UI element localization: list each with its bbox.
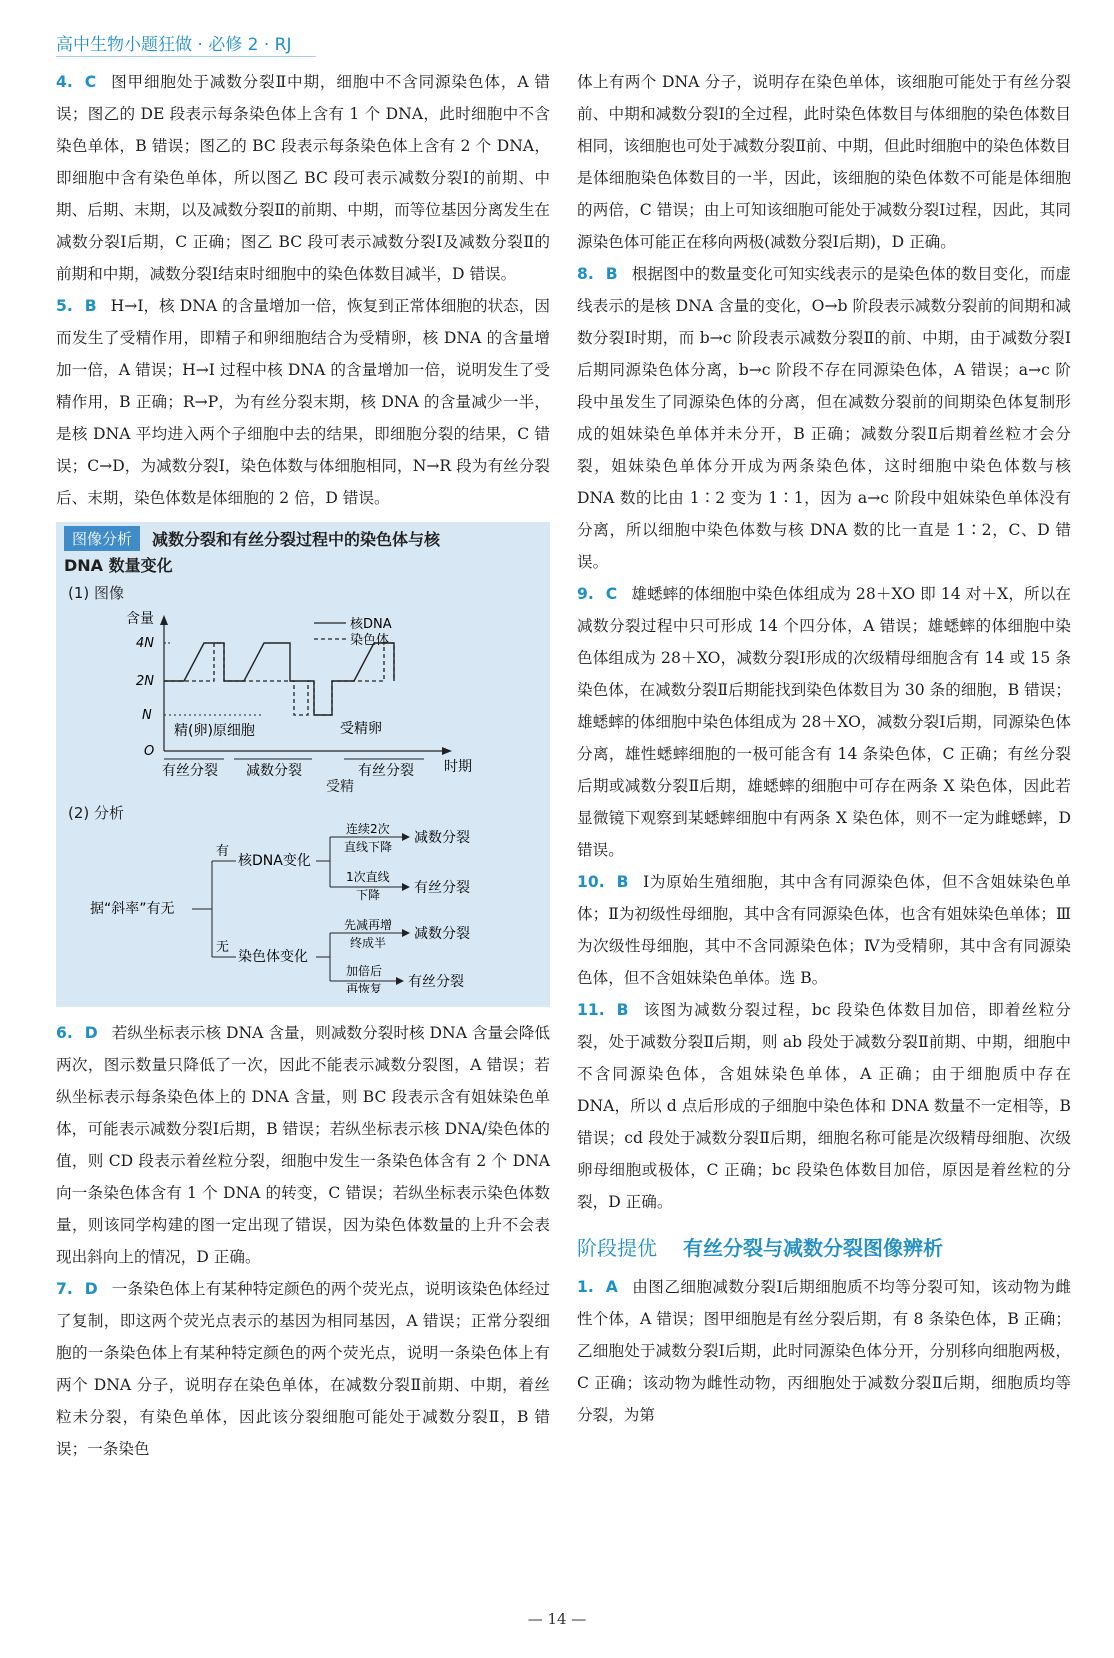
answer-letter: D <box>84 1280 98 1298</box>
x-axis-label: 时期 <box>444 759 472 775</box>
explanation: Ⅰ为原始生殖细胞，其中含有同源染色体，但不含姐妹染色单体；Ⅱ为初级性母细胞，其中含有同源染色体，也含有姐妹染色单体；Ⅲ为次级性母细胞，其中不含同源染色体；Ⅳ为受精卵，其中含有同源染色体，但不含姐妹染色单体。选 B。 <box>577 873 1071 987</box>
explanation: 体上有两个 DNA 分子，说明存在染色单体，该细胞可能处于有丝分裂前、中期和减数分裂Ⅰ的全过程，此时染色体数目与体细胞的染色体数目相同，该细胞也可处于减数分裂Ⅱ前、中期，但此时细胞中的染色体数目是体细胞染色体数目的一半，因此，该细胞的染色体数不可能是体细胞的两倍，C 错误；由上可知该细胞可能处于减数分裂Ⅰ过程，因此，其同源染色体可能正在移向两极(减数分裂Ⅰ后期)，D 正确。 <box>577 73 1072 251</box>
answer-letter: A <box>605 1278 618 1296</box>
tree-cond: 1次直线 <box>346 870 390 884</box>
x-label: 减数分裂 <box>246 763 302 778</box>
left-column <box>56 66 550 1465</box>
answer-9 <box>577 578 1071 866</box>
tree-arrow <box>402 883 410 891</box>
explanation: 雄蟋蟀的体细胞中染色体组成为 28＋XO 即 14 对＋X，所以在减数分裂过程中只可形成 14 个四分体，A 错误；雄蟋蟀的体细胞中染色体组成为 28＋XO，减数分裂Ⅰ形成的次级精母细胞含有 14 或 15 条染色体，在减数分裂Ⅱ后期能找到染色体数目为 30 条的细胞，B 错误；雄蟋蟀的体细胞中染色体组成为 28＋XO，减数分裂Ⅰ后期，同源染色体分离，雄性蟋蟀细胞的一极可能含有 14 条染色体，C 正确；有丝分裂后期或减数分裂Ⅱ后期，雄蟋蟀的细胞中可存在两条 X 染色体，因此若显微镜下观察到某蟋蟀细胞中有两条 X 染色体，则不一定为雌蟋蟀，D 错误。 <box>577 585 1071 859</box>
y-tick: 2N <box>136 674 154 689</box>
right-column <box>577 66 1071 1431</box>
tree-yes: 有 <box>216 844 230 859</box>
question-number: 1. <box>577 1278 594 1296</box>
analysis-tree <box>64 823 534 993</box>
dna-curve <box>164 643 394 715</box>
y-axis-arrow <box>160 615 168 625</box>
tree-cond: 直线下降 <box>344 840 393 854</box>
legend-dna: 核DNA <box>350 617 392 632</box>
tree-cond: 连续2次 <box>346 823 390 836</box>
answer-letter: B <box>605 265 618 283</box>
answer-10 <box>577 866 1071 994</box>
answer-letter: B <box>616 873 629 891</box>
answer-8 <box>577 258 1071 578</box>
tree-result: 减数分裂 <box>414 926 470 942</box>
tree-branch-dna: 核DNA变化 <box>238 853 311 869</box>
running-header: 高中生物小题狂做 · 必修 2 · RJ <box>56 35 292 55</box>
tree-result: 有丝分裂 <box>408 974 464 990</box>
subheading-graph: (1) 图像 <box>68 584 125 602</box>
label-fertilization: 受精 <box>326 779 354 795</box>
answer-letter: B <box>616 1001 629 1019</box>
answer-5 <box>56 290 550 514</box>
tree-cond: 下降 <box>356 888 381 902</box>
answer-letter: C <box>605 585 618 603</box>
question-number: 6. <box>56 1024 73 1042</box>
legend-chrom: 染色体 <box>350 633 390 648</box>
tree-no: 无 <box>216 940 230 955</box>
tree-cond: 先减再增 <box>344 918 393 932</box>
subheading-analysis: (2) 分析 <box>68 804 125 822</box>
x-label: 有丝分裂 <box>358 763 414 778</box>
tree-root: 据“斜率”有无 <box>90 901 175 917</box>
y-tick: 4N <box>136 636 154 651</box>
y-tick: O <box>144 744 155 759</box>
question-number: 9. <box>577 585 594 603</box>
explanation: 由图乙细胞减数分裂Ⅰ后期细胞质不均等分裂可知，该动物为雌性个体，A 错误；图甲细胞是有丝分裂后期，有 8 条染色体，B 正确；乙细胞处于减数分裂Ⅰ后期，此时同源染色体分开，分别移向细胞两极，C 正确；该动物为雌性动物，丙细胞处于减数分裂Ⅱ后期，细胞质均等分裂，为第 <box>577 1278 1071 1424</box>
tree-cond: 加倍后 <box>346 964 383 978</box>
question-number: 4. <box>56 73 73 91</box>
explanation: 若纵坐标表示核 DNA 含量，则减数分裂时核 DNA 含量会降低两次，图示数量只降低了一次，因此不能表示减数分裂图，A 错误；若纵坐标表示每条染色体上的 DNA 含量，则 BC 段表示含有姐妹染色单体，可能表示减数分裂Ⅰ后期，B 错误；若纵坐标表示核 DNA/染色体的值，则 CD 段表示着丝粒分裂，细胞中发生一条染色体含有 2 个 DNA 向一条染色体含有 1 个 DNA 的转变，C 错误；若纵坐标表示染色体数量，则该同学构建的图一定出现了错误，因为染色体数量的上升不会表现出斜向上的情况，D 正确。 <box>56 1024 550 1266</box>
box-title: 减数分裂和有丝分裂过程中的染色体与核 <box>152 530 441 549</box>
tree-result: 有丝分裂 <box>414 880 470 896</box>
tree-cond: 再恢复 <box>346 982 383 993</box>
question-number: 11. <box>577 1001 605 1019</box>
label-germ-cell: 精(卵)原细胞 <box>174 723 255 739</box>
question-number: 5. <box>56 297 73 315</box>
question-number: 8. <box>577 265 594 283</box>
answer-7 <box>56 1273 550 1465</box>
section-title: 有丝分裂与减数分裂图像辨析 <box>683 1236 943 1260</box>
answer-11 <box>577 994 1071 1218</box>
answer-7-cont <box>577 66 1071 258</box>
question-number: 10. <box>577 873 605 891</box>
tree-arrow <box>402 833 410 841</box>
answer-letter: D <box>84 1024 98 1042</box>
explanation: 一条染色体上有某种特定颜色的两个荧光点，说明该染色体经过了复制，即这两个荧光点表示的基因为相同基因，A 错误；正常分裂细胞的一条染色体上有某种特定颜色的两个荧光点，说明一条染色体上有两个 DNA 分子，说明存在染色单体，在减数分裂Ⅱ前期、中期，着丝粒未分裂，有染色单体，因此该分裂细胞可能处于减数分裂Ⅱ，B 错误；一条染色 <box>56 1280 550 1458</box>
page-number: — 14 — <box>527 1610 587 1628</box>
explanation: 图甲细胞处于减数分裂Ⅱ中期，细胞中不含同源染色体，A 错误；图乙的 DE 段表示每条染色体上含有 1 个 DNA，此时细胞中不含染色单体，B 错误；图乙的 BC 段表示每条染色体上含有 2 个 DNA，即细胞中含有染色单体，所以图乙 BC 段可表示减数分裂Ⅰ的前期、中期、后期、末期，以及减数分裂Ⅱ的前期、中期，而等位基因分离发生在减数分裂Ⅰ后期，C 正确；图乙 BC 段可表示减数分裂Ⅰ及减数分裂Ⅱ的前期和中期，减数分裂Ⅰ结束时细胞中的染色体数目减半，D 错误。 <box>56 73 551 283</box>
section-heading <box>577 1232 1071 1261</box>
image-analysis-box <box>56 522 550 1007</box>
section-tag: 阶段提优 <box>577 1236 657 1260</box>
header-rule <box>56 56 316 57</box>
y-axis-label: 含量 <box>126 611 154 627</box>
answer-letter: C <box>84 73 97 91</box>
explanation: 根据图中的数量变化可知实线表示的是染色体的数目变化，而虚线表示的是核 DNA 含量的变化，O→b 阶段表示减数分裂前的间期和减数分裂Ⅰ时期，而 b→c 阶段表示减数分裂Ⅱ的前、中期，由于减数分裂Ⅰ后期同源染色体分离，b→c 阶段不存在同源染色体，A 错误；a→c 阶段中虽发生了同源染色体的分离，但在减数分裂前的间期染色体复制形成的姐妹染色单体并未分开，B 正确；减数分裂Ⅱ后期着丝粒才会分裂，姐妹染色单体分开成为两条染色体，这时细胞中染色体数与核 DNA 数的比由 1∶2 变为 1∶1，因为 a→c 阶段中姐妹染色单体没有分离，所以细胞中染色体数与核 DNA 数的比一直是 1∶2，C、D 错误。 <box>577 265 1071 571</box>
tree-result: 减数分裂 <box>414 830 470 846</box>
box-tag: 图像分析 <box>64 526 140 551</box>
tree-branch-chrom: 染色体变化 <box>238 949 308 965</box>
answer-6 <box>56 1017 550 1273</box>
box-title-cont: DNA 数量变化 <box>64 556 173 575</box>
explanation: 该图为减数分裂过程，bc 段染色体数目加倍，即着丝粒分裂，处于减数分裂Ⅱ后期，则 ab 段处于减数分裂Ⅱ前期、中期，细胞中不含同源染色体，含姐妹染色单体，A 正确；由于细胞质中存在 DNA，所以 d 点后形成的子细胞中染色体和 DNA 数量不一定相等，B 错误；cd 段处于减数分裂Ⅱ后期，细胞名称可能是次级精母细胞、次级卵母细胞或极体，C 正确；bc 段染色体数目加倍，原因是着丝粒的分裂，D 正确。 <box>577 1001 1071 1211</box>
explanation: H→I，核 DNA 的含量增加一倍，恢复到正常体细胞的状态，因而发生了受精作用，即精子和卵细胞结合为受精卵，核 DNA 的含量增加一倍，A 错误；H→I 过程中核 DNA 的含量增加一倍，说明发生了受精作用，B 正确；R→P，为有丝分裂末期，核 DNA 的含量减少一半，是核 DNA 平均进入两个子细胞中去的结果，即细胞分裂的结果，C 错误；C→D，为减数分裂Ⅰ，染色体数与体细胞相同，N→R 段为有丝分裂后、末期，染色体数是体细胞的 2 倍，D 错误。 <box>56 297 550 507</box>
x-label: 有丝分裂 <box>162 763 218 778</box>
label-zygote: 受精卵 <box>340 721 382 737</box>
answer-letter: B <box>84 297 97 315</box>
dna-chromosome-graph <box>64 603 534 778</box>
answer-4 <box>56 66 550 290</box>
tree-cond: 终成半 <box>350 936 387 950</box>
tree-arrow <box>402 929 410 937</box>
x-axis-arrow <box>442 747 452 755</box>
y-tick: N <box>142 708 152 723</box>
tree-arrow <box>396 977 404 985</box>
question-number: 7. <box>56 1280 73 1298</box>
stage-answer-1 <box>577 1271 1071 1431</box>
